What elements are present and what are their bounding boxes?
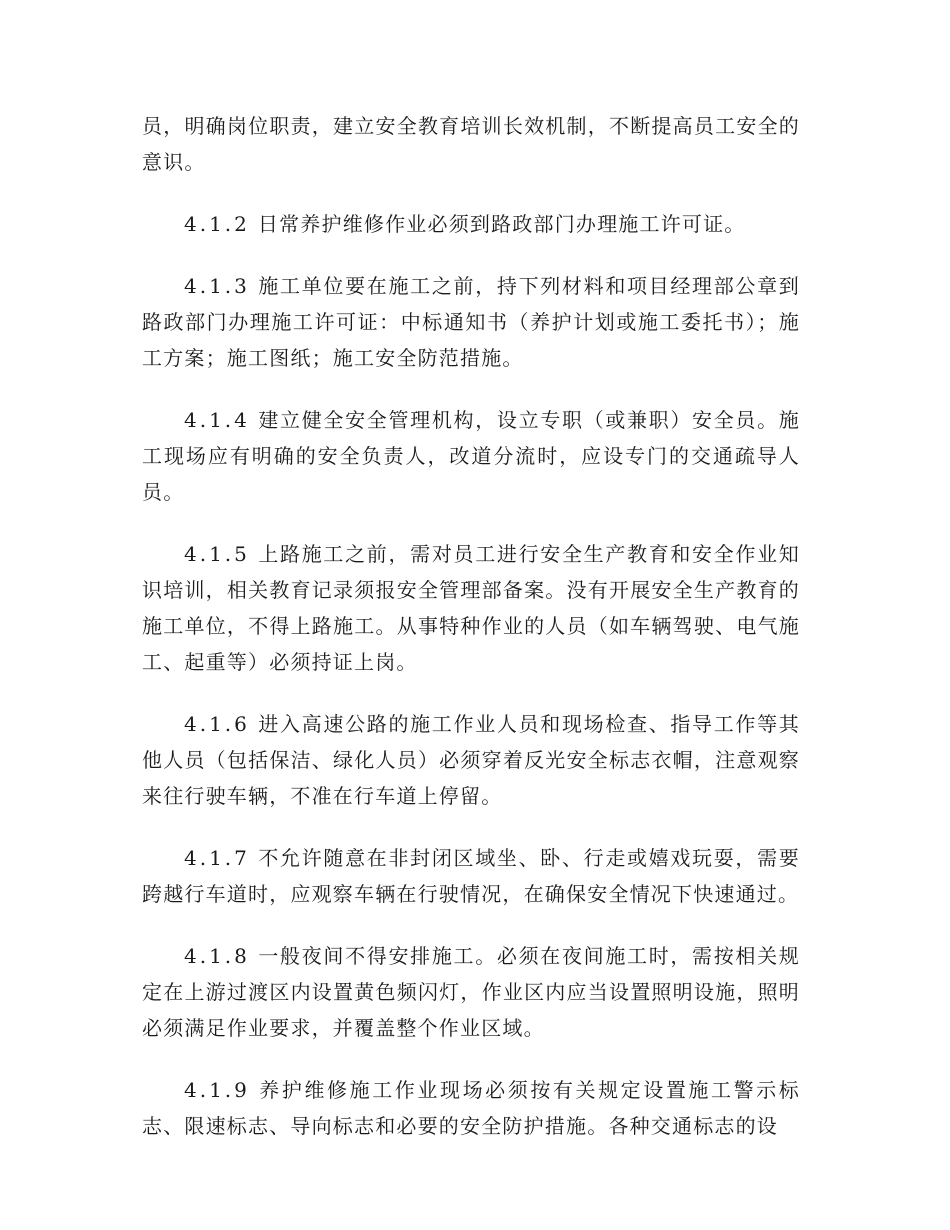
- paragraph-text: 上路施工之前，需对员工进行安全生产教育和安全作业知识培训，相关教育记录须报安全管理部备案。没有开展安全生产教育的施工单位，不得上路施工。从事特种作业的人员（如车辆驾驶、电气施工、起重等）必须持证上岗。: [142, 542, 800, 674]
- section-number: 4.1.4: [184, 408, 250, 432]
- paragraph-text: 员，明确岗位职责，建立安全教育培训长效机制，不断提高员工安全的意识。: [142, 114, 800, 174]
- paragraph-text: 养护维修施工作业现场必须按有关规定设置施工警示标志、限速标志、导向标志和必要的安全防护措施。各种交通标志的设: [142, 1078, 800, 1138]
- paragraph-text: 进入高速公路的施工作业人员和现场检查、指导工作等其他人员（包括保洁、绿化人员）必须穿着反光安全标志衣帽，注意观察来往行驶车辆，不准在行车道上停留。: [142, 712, 800, 808]
- section-number: 4.1.5: [184, 542, 250, 566]
- paragraph-4-1-3: [142, 268, 800, 376]
- paragraph-4-1-9: [142, 1072, 800, 1144]
- section-number: 4.1.2: [184, 212, 250, 236]
- paragraph-text: 施工单位要在施工之前，持下列材料和项目经理部公章到路政部门办理施工许可证：中标通知书（养护计划或施工委托书）；施工方案；施工图纸；施工安全防范措施。: [142, 274, 800, 370]
- paragraph-text: 一般夜间不得安排施工。必须在夜间施工时，需按相关规定在上游过渡区内设置黄色频闪灯，作业区内应当设置照明设施，照明必须满足作业要求，并覆盖整个作业区域。: [142, 944, 800, 1040]
- paragraph-text: 日常养护维修作业必须到路政部门办理施工许可证。: [257, 212, 746, 236]
- section-number: 4.1.7: [184, 846, 250, 870]
- section-number: 4.1.8: [184, 944, 250, 968]
- section-number: 4.1.3: [184, 274, 250, 298]
- paragraph-text: 建立健全安全管理机构，设立专职（或兼职）安全员。施工现场应有明确的安全负责人，改道分流时，应设专门的交通疏导人员。: [142, 408, 800, 504]
- section-number: 4.1.6: [184, 712, 250, 736]
- paragraph-4-1-6: [142, 706, 800, 814]
- paragraph-4-1-8: [142, 938, 800, 1046]
- paragraph-4-1-7: [142, 840, 800, 912]
- paragraph-4-1-2: [142, 206, 800, 242]
- paragraph-text: 不允许随意在非封闭区域坐、卧、行走或嬉戏玩耍，需要跨越行车道时，应观察车辆在行驶情况，在确保安全情况下快速通过。: [142, 846, 800, 906]
- paragraph-4-1-5: [142, 536, 800, 680]
- paragraph-continued: [142, 108, 800, 180]
- section-number: 4.1.9: [184, 1078, 250, 1102]
- paragraph-4-1-4: [142, 402, 800, 510]
